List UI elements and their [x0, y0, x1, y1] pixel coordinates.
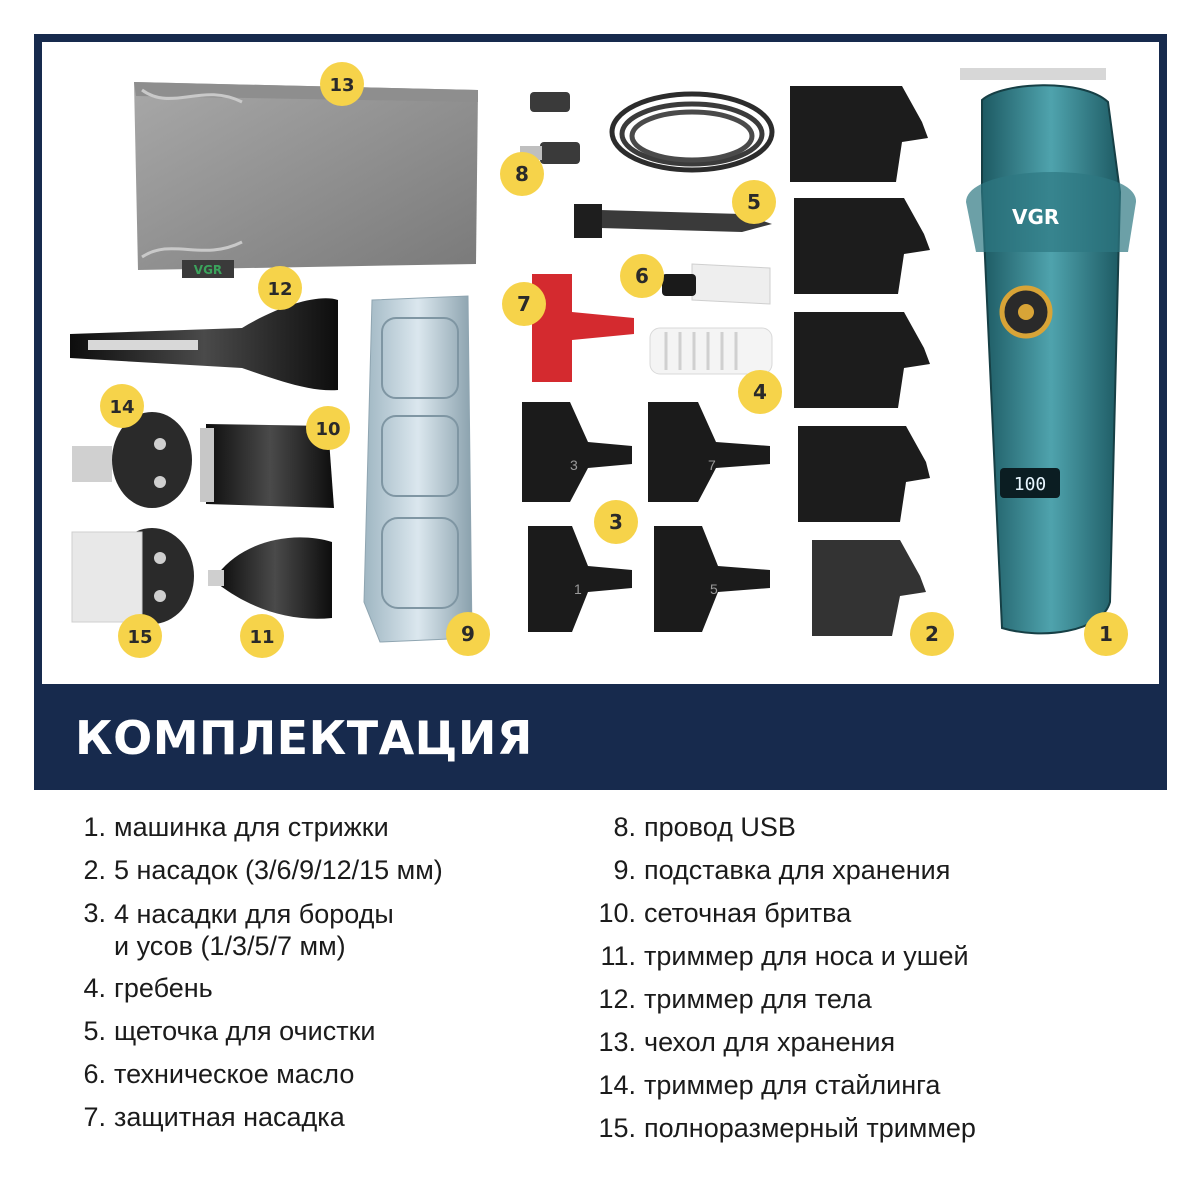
badge-10: [306, 406, 350, 450]
protective-cap: [532, 274, 634, 382]
list-item: 8. провод USB: [613, 812, 796, 842]
svg-text:8: 8: [515, 162, 529, 186]
list-item: 6. техническое масло: [83, 1059, 355, 1089]
svg-text:12: 12: [267, 279, 293, 300]
comb-mark-3: 3: [570, 457, 578, 473]
list-item: 9. подставка для хранения: [613, 855, 951, 885]
clipper-display: 100: [1013, 474, 1047, 495]
nose-trimmer: [208, 537, 332, 618]
badge-3: [594, 500, 638, 544]
svg-text:6: 6: [635, 264, 649, 288]
badge-5: [732, 180, 776, 224]
svg-text:13: 13: [329, 75, 355, 96]
comb-mark-7: 7: [708, 457, 716, 473]
list-item: 5. щеточка для очистки: [83, 1016, 376, 1046]
svg-text:2: 2: [925, 622, 939, 646]
badge-4: [738, 370, 782, 414]
list-item: 7. защитная насадка: [83, 1102, 345, 1132]
svg-text:14: 14: [109, 397, 135, 418]
list-item: 13. чехол для хранения: [598, 1027, 896, 1057]
list-item: 10. сеточная бритва: [598, 898, 852, 928]
badge-1: [1084, 612, 1128, 656]
badge-15: [118, 614, 162, 658]
list-item: 3. 4 насадки для бороды и усов (1/3/5/7 мм): [83, 898, 394, 961]
list-item: 4. гребень: [83, 973, 213, 1003]
styling-trimmer: [72, 412, 192, 508]
svg-text:11: 11: [249, 627, 275, 648]
svg-text:1: 1: [1099, 622, 1113, 646]
svg-text:3: 3: [609, 510, 623, 534]
svg-text:15: 15: [127, 627, 153, 648]
badge-14: [100, 384, 144, 428]
contents-list-right: [586, 806, 976, 1150]
list-item: 12. триммер для тела: [598, 984, 872, 1014]
list-item: 11. триммер для носа и ушей: [600, 941, 969, 971]
badge-11: [240, 614, 284, 658]
svg-text:9: 9: [461, 622, 475, 646]
badge-2: [910, 612, 954, 656]
hair-clipper: [960, 68, 1136, 633]
clipper-logo: VGR: [1012, 205, 1060, 229]
svg-text:7: 7: [517, 292, 531, 316]
white-comb: [650, 328, 772, 374]
list-item: 2. 5 насадок (3/6/9/12/15 мм): [83, 855, 443, 885]
list-item: 1. машинка для стрижки: [83, 812, 389, 842]
beard-guide-combs: [522, 402, 770, 632]
comb-mark-1: 1: [574, 581, 582, 597]
full-size-trimmer: [72, 528, 194, 624]
product-photo: [42, 42, 1159, 684]
svg-text:4: 4: [753, 380, 767, 404]
contents-list-left: [76, 806, 443, 1139]
list-item: 15. полноразмерный триммер: [598, 1113, 976, 1143]
list-item: 14. триммер для стайлинга: [598, 1070, 941, 1100]
bag-logo: VGR: [193, 263, 223, 277]
oil-bottle: [662, 264, 770, 304]
storage-bag: [134, 82, 478, 278]
svg-text:5: 5: [747, 190, 761, 214]
guide-combs: [790, 86, 930, 636]
comb-mark-5: 5: [710, 581, 718, 597]
badge-8: [500, 152, 544, 196]
badge-7: [502, 282, 546, 326]
badge-9: [446, 612, 490, 656]
badge-12: [258, 266, 302, 310]
badge-6: [620, 254, 664, 298]
usb-cable: [520, 92, 772, 170]
page-title: КОМПЛЕКТАЦИЯ: [75, 711, 533, 765]
svg-text:10: 10: [315, 419, 341, 440]
storage-stand: [364, 296, 472, 642]
badge-13: [320, 62, 364, 106]
body-trimmer: [70, 298, 338, 390]
